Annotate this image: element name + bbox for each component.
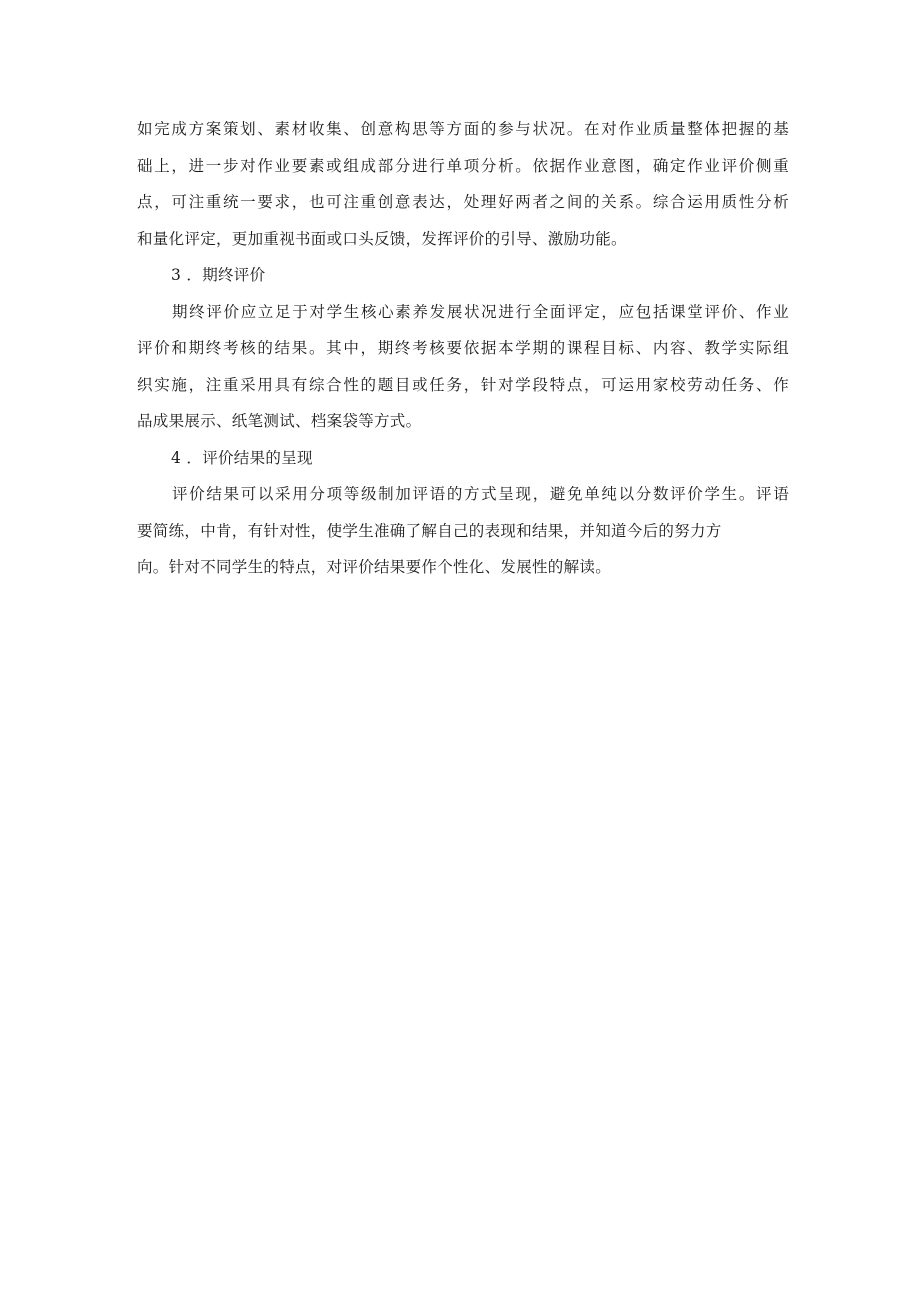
paragraph-line: 品成果展示、纸笔测试、档案袋等方式。 xyxy=(137,412,422,430)
paragraph-result-presentation xyxy=(137,476,789,586)
paragraph-line: 向。针对不同学生的特点，对评价结果要作个性化、发展性的解读。 xyxy=(137,558,612,576)
paragraph-assignment-evaluation xyxy=(137,111,789,257)
paragraph-line: 评价结果可以采用分项等级制加评语的方式呈现，避免单纯以分数评价学生。评语 xyxy=(172,485,789,503)
document-body xyxy=(137,111,789,586)
paragraph-line: 和量化评定，更加重视书面或口头反馈，发挥评价的引导、激励功能。 xyxy=(137,229,627,248)
paragraph-final-evaluation xyxy=(137,294,789,440)
section-heading-final-evaluation: 3 ．期终评价 xyxy=(171,266,266,284)
paragraph-line: 织实施，注重采用具有综合性的题目或任务，针对学段特点，可运用家校劳动任务、作 xyxy=(137,375,789,394)
paragraph-line: 期终评价应立足于对学生核心素养发展状况进行全面评定，应包括课堂评价、作业 xyxy=(172,302,789,321)
paragraph-line: 点，可注重统一要求，也可注重创意表达，处理好两者之间的关系。综合运用质性分析 xyxy=(137,193,789,211)
paragraph-line: 础上，进一步对作业要素或组成部分进行单项分析。依据作业意图，确定作业评价侧重 xyxy=(137,156,789,175)
paragraph-line: 要简练，中肯，有针对性，使学生准确了解自己的表现和结果，并知道今后的努力方 xyxy=(137,521,722,540)
paragraph-line: 如完成方案策划、素材收集、创意构思等方面的参与状况。在对作业质量整体把握的基 xyxy=(137,120,789,138)
paragraph-line: 评价和期终考核的结果。其中，期终考核要依据本学期的课程目标、内容、教学实际组 xyxy=(137,339,789,357)
section-heading-result-presentation: 4 ．评价结果的呈现 xyxy=(171,448,313,467)
